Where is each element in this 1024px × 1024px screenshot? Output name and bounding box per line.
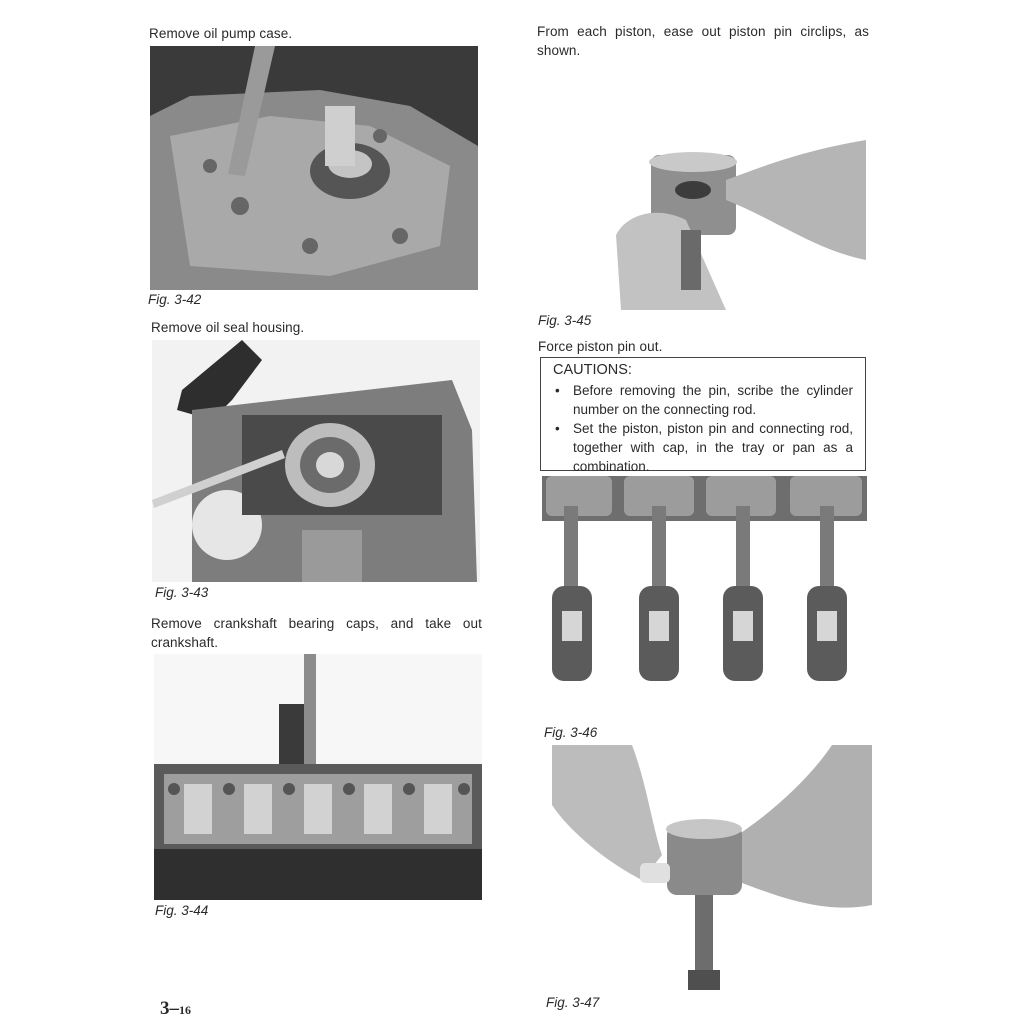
step-force-piston-pin: Force piston pin out.	[538, 339, 663, 354]
caption-fig-3-44: Fig. 3-44	[155, 903, 209, 918]
caption-fig-3-45: Fig. 3-45	[538, 313, 592, 328]
photo-piston-circlip	[616, 140, 866, 310]
photo-oil-pump-case	[150, 46, 478, 290]
caption-fig-3-42: Fig. 3-42	[148, 292, 202, 307]
page-dash: –	[169, 998, 179, 1019]
page-section: 3	[160, 998, 170, 1019]
caution-item: • Before removing the pin, scribe the cylinder number on the connecting rod.	[553, 381, 853, 419]
page-number-value: 16	[179, 1003, 191, 1017]
step-remove-crankshaft: Remove crankshaft bearing caps, and take out crankshaft.	[151, 616, 482, 650]
cautions-list	[553, 381, 853, 476]
caption-fig-3-47: Fig. 3-47	[546, 995, 600, 1010]
photo-crankshaft-bearing-caps	[154, 654, 482, 900]
step-remove-oil-pump-case: Remove oil pump case.	[149, 26, 293, 41]
caption-fig-3-43: Fig. 3-43	[155, 585, 209, 600]
step-remove-oil-seal-housing: Remove oil seal housing.	[151, 320, 305, 335]
step-ease-out-circlips: From each piston, ease out piston pin circlips, as shown.	[537, 24, 869, 58]
photo-connecting-rods	[542, 476, 867, 688]
photo-oil-seal-housing	[152, 340, 480, 582]
caption-fig-3-46: Fig. 3-46	[544, 725, 598, 740]
cautions-box	[540, 357, 866, 474]
page-number	[160, 998, 191, 1020]
photo-force-piston-pin	[552, 745, 872, 993]
cautions-title: CAUTIONS:	[553, 362, 632, 378]
caution-item: • Set the piston, piston pin and connecting rod, together with cap, in the tray or pan as a combination.	[553, 419, 853, 476]
